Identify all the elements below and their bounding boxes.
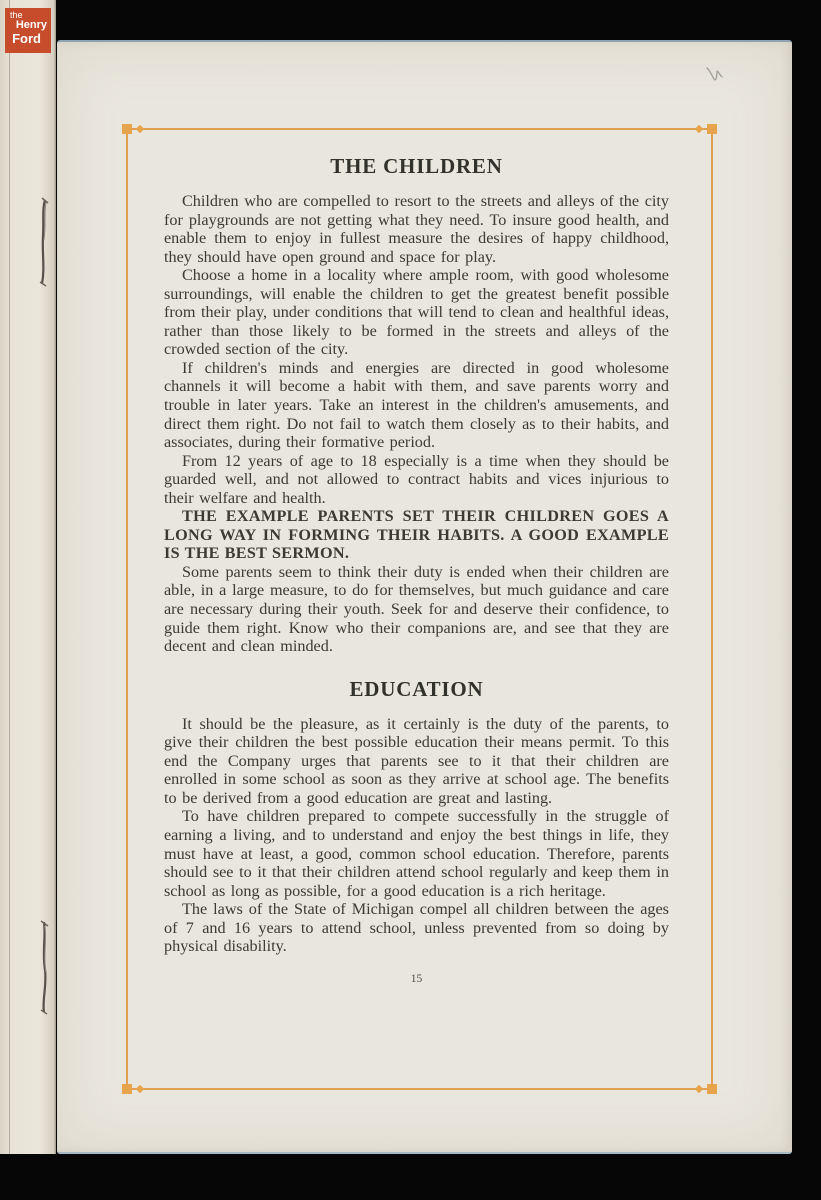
section-title-children: THE CHILDREN [330, 154, 503, 178]
border-corner-top-left [122, 124, 132, 134]
section-title-education: EDUCATION [349, 676, 484, 701]
page-number: 15 [410, 972, 423, 985]
booklet-spine-edge [0, 0, 56, 1154]
paragraph: From 12 years of age to 18 especially is a time when they should be guarded well, and not allowed to contract habits and vices injurious to their welfare and health. [164, 451, 669, 507]
border-diamond-top-left [136, 125, 144, 133]
border-diamond-top-right [695, 125, 703, 133]
paragraph: The laws of the State of Michigan compel all children between the ages of 7 and 16 years to attend school, unless prevented from so doing by physical disability. [164, 900, 669, 956]
staple-top [36, 196, 52, 288]
spine-crease-line [9, 0, 10, 1154]
pencil-mark [704, 62, 730, 86]
logo-the: the [10, 10, 23, 20]
border-diamond-bottom-left [136, 1085, 144, 1093]
paragraph-emphasis: THE EXAMPLE PARENTS SET THEIR CHILDREN GOES A LONG WAY IN FORMING THEIR HABITS. A GOOD EXAMPLE IS THE BEST SERMON. [164, 507, 669, 563]
logo-henry: Henry [15, 19, 47, 31]
booklet-page [57, 40, 792, 1154]
paragraph: To have children prepared to compete successfully in the struggle of earning a living, and to understand and enjoy the best things in life, they must have at least, a good, common school education. Therefore, parents should see to it that their children attend school regularly and keep them in school as long as possible, for a good education is a rich heritage. [164, 807, 669, 900]
border-diamond-bottom-right [695, 1085, 703, 1093]
paragraph: It should be the pleasure, as it certainly is the duty of the parents, to give their children the best possible education their means permit. To this end the Company urges that parents see to it that their children are enrolled in some school as soon as they arrive at school age. The benefits to be derived from a good education are great and lasting. [164, 714, 669, 807]
border-corner-top-right [707, 124, 717, 134]
paragraph: If children's minds and energies are directed in good wholesome channels it will become a habit with them, and save parents worry and trouble in later years. Take an interest in the children's amusements, and direct them right. Do not fail to watch them closely as to their habits, and associates, during their formative period. [164, 358, 669, 452]
henry-ford-logo [5, 8, 51, 53]
staple-bottom [36, 918, 52, 1016]
paragraph: Some parents seem to think their duty is ended when their children are able, in a large measure, to do for themselves, but much guidance and care are necessary during their youth. Seek for and deserve their confidence, to guide them right. Know who their companions are, and see that they are decent and clean minded. [164, 562, 669, 656]
paragraph: Children who are compelled to resort to the streets and alleys of the city for playgrounds are not getting what they need. To insure good health, and enable them to enjoy in fullest measure the desires of happy childhood, they should have open ground and space for play. [164, 192, 669, 266]
logo-ford: Ford [12, 31, 41, 46]
border-corner-bottom-left [122, 1084, 132, 1094]
page-content [164, 154, 669, 985]
border-corner-bottom-right [707, 1084, 717, 1094]
paragraph: Choose a home in a locality where ample room, with good wholesome surroundings, will enable the children to get the greatest benefit possible from their play, under conditions that will tend to clean and healthful ideas, rather than those likely to be formed in the streets and alleys of the crowded section of the city. [164, 266, 669, 359]
